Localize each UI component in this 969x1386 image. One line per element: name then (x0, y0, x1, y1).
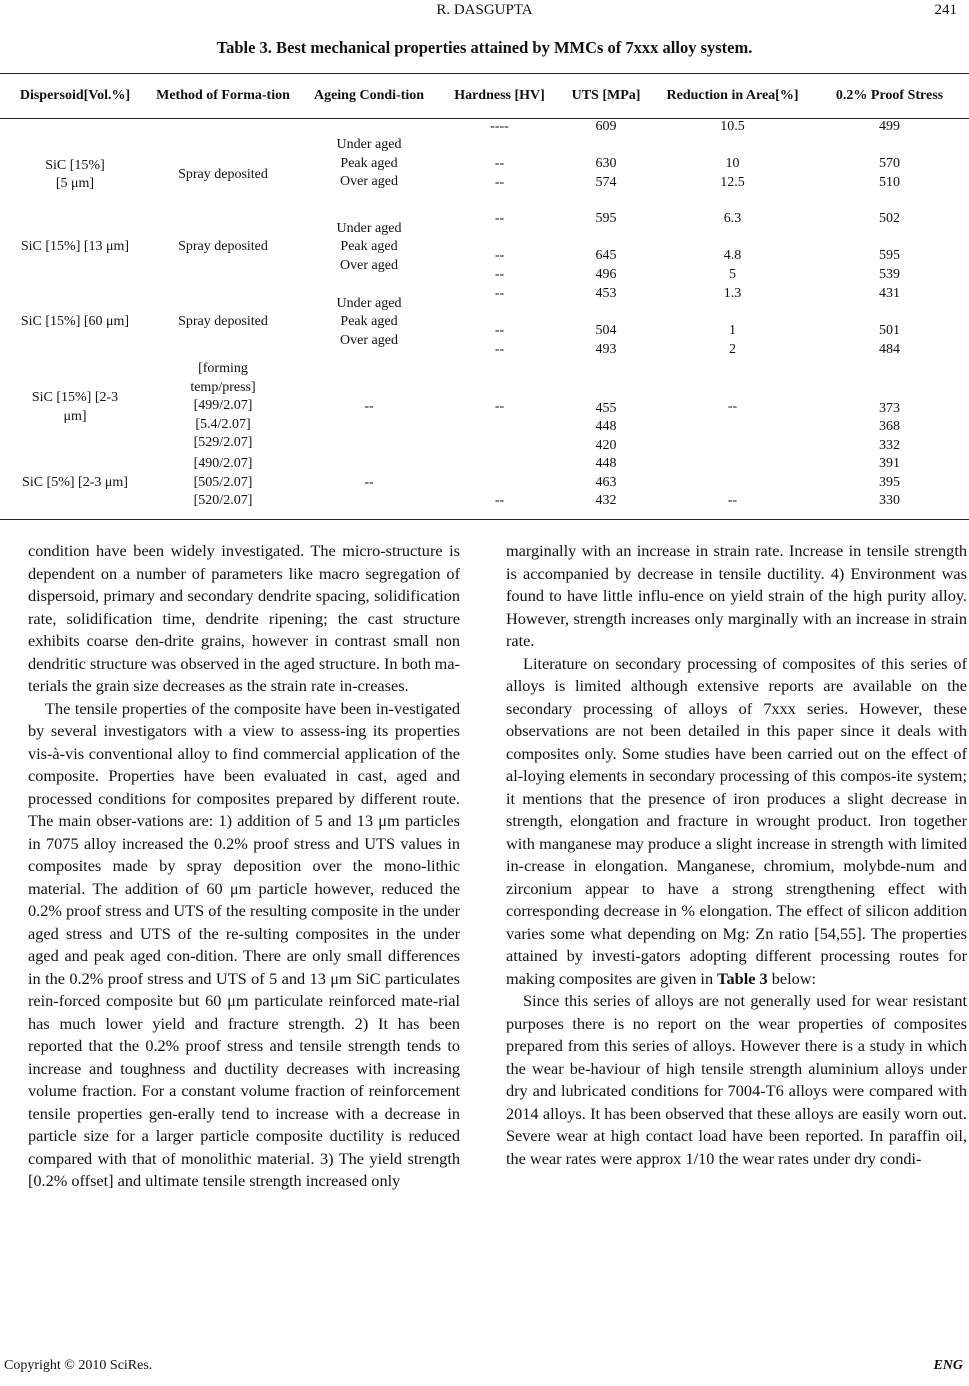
table-cell-line: 5 (729, 266, 736, 282)
table-cell-reduction-area (655, 455, 810, 511)
footer-copyright: Copyright © 2010 SciRes. (4, 1358, 153, 1373)
table-cell-line: 1.3 (723, 286, 742, 301)
table-cell-hardness (442, 210, 557, 285)
table-cell-line: 2 (729, 341, 736, 357)
table-cell-line: 4.8 (723, 248, 742, 263)
table-cell-proof-stress (810, 210, 969, 285)
table-cell-hardness (442, 285, 557, 360)
table-cell-line: 595 (595, 211, 617, 226)
table-cell-line (442, 137, 557, 156)
table-cell-line: [forming (198, 361, 248, 376)
table-cell-dispersoid (0, 285, 150, 360)
table-cell-line: 453 (595, 286, 617, 301)
table-cell-line: [490/2.07] (193, 456, 253, 471)
table-cell-line: -- (494, 493, 505, 508)
table-cell-line (655, 137, 810, 156)
paragraph: Since this series of alloys are not generally used for wear resistant purposes there is no report on the wear properties of composites prepared from this series of alloys. However there is a study in which the wear be-haviour of high tensile strength aluminium alloys under dry and lubricated conditions for 7004-T6 alloys were compared with 2014 alloys. It has been observed that these alloys are easily worn out. Severe wear at high contact load have been reported. In paraffin oil, the wear rates were approx 1/10 the wear rates under dry condi- (506, 991, 967, 1168)
table-cell-line: 448 (595, 419, 617, 434)
table-cell-line: Under aged (336, 137, 402, 153)
table-cell-line: Peak aged (340, 239, 398, 255)
table-cell-line: SiC [15%] [13 μm] (20, 239, 130, 255)
table-cell-reduction-area (655, 360, 810, 455)
table-cell-line: 595 (879, 248, 900, 263)
paragraph (506, 653, 967, 991)
table-cell-line: 499 (879, 119, 900, 134)
table-cell-line: 502 (879, 211, 900, 226)
table-cell-reduction-area (655, 118, 810, 210)
column-header-reduction-area: Reduction in Area[%] (666, 88, 799, 103)
column-header-uts: UTS [MPa] (571, 88, 641, 103)
table-cell-line: -- (494, 399, 505, 415)
table-row (0, 455, 969, 511)
table-cell-line: 463 (595, 474, 617, 490)
footer-journal: ENG (933, 1358, 963, 1373)
table-cell-line: Spray deposited (178, 314, 268, 330)
table-cell-line: -- (727, 493, 738, 508)
table-cell-dispersoid (0, 455, 150, 511)
table-cell-line: Peak aged (340, 314, 398, 330)
table-cell-line: 332 (879, 437, 900, 453)
table-cell-line: 484 (879, 341, 900, 357)
table-cell-line: -- (494, 248, 505, 263)
table-cell-line: 539 (879, 266, 900, 282)
column-header-hardness: Hardness [HV] (454, 88, 545, 103)
table-cell-line (557, 304, 655, 323)
table-cell-line: [499/2.07] (193, 398, 253, 413)
left-column (28, 540, 460, 1193)
running-author: R. DASGUPTA (436, 2, 533, 18)
table-cell-line: 368 (879, 419, 900, 434)
table-cell-line: 12.5 (720, 174, 745, 190)
table-cell-line: -- (727, 399, 738, 415)
table-row (0, 210, 969, 285)
table-header-row (0, 74, 969, 118)
table-cell-method (150, 210, 296, 285)
table-caption: Table 3. Best mechanical properties attained by MMCs of 7xxx alloy system. (216, 38, 753, 57)
table-cell-line: 6.3 (723, 211, 742, 226)
column-header-method: Method of Forma-tion (156, 88, 290, 103)
table-row (0, 360, 969, 455)
table-cell-line: Peak aged (340, 155, 398, 171)
table-cell-line: 1 (729, 323, 736, 338)
table-cell-line: -- (494, 174, 505, 190)
table-cell-line: 455 (595, 400, 617, 416)
column-header-dispersoid: Dispersoid[Vol.%] (19, 88, 131, 103)
table-cell-ageing (296, 285, 442, 360)
table-cell-line: 330 (879, 493, 900, 508)
table-cell-line: 493 (595, 341, 617, 357)
table-cell-line (810, 137, 969, 156)
table-cell-dispersoid (0, 118, 150, 210)
properties-table (0, 74, 969, 511)
table-cell-line (810, 304, 969, 323)
table-reference-link[interactable]: Table 3 (717, 968, 768, 988)
table-cell-line: -- (364, 399, 374, 415)
table-cell-line (655, 229, 810, 248)
table-cell-line: SiC [15%] [60 μm] (20, 314, 130, 330)
table-cell-line (442, 304, 557, 323)
table-cell-line: [5 μm] (55, 176, 95, 191)
table-row (0, 285, 969, 360)
table-cell-line: 570 (879, 156, 900, 171)
table-cell-line: 373 (879, 400, 900, 416)
table-cell-line: [505/2.07] (193, 474, 253, 490)
right-column (506, 540, 967, 1170)
table-cell-line: SiC [5%] [2-3 μm] (22, 474, 128, 490)
column-header-proof-stress: 0.2% Proof Stress (835, 88, 944, 103)
table-cell-uts (557, 118, 655, 210)
table-cell-line: 630 (595, 156, 617, 171)
table-cell-line: 432 (595, 493, 617, 508)
table-cell-line: Spray deposited (178, 166, 268, 182)
table-cell-line: 496 (595, 266, 617, 282)
table-cell-proof-stress (810, 455, 969, 511)
table-cell-method (150, 455, 296, 511)
table-cell-uts (557, 210, 655, 285)
table-cell-reduction-area (655, 210, 810, 285)
table-cell-line: Over aged (340, 174, 398, 190)
table-cell-line: Under aged (336, 220, 402, 236)
table-cell-proof-stress (810, 285, 969, 360)
table-cell-line: Spray deposited (178, 239, 268, 255)
table-cell-line: -- (494, 211, 505, 226)
table-cell-line: 10.5 (720, 119, 745, 134)
table-cell-line: Over aged (340, 257, 398, 273)
page-number: 241 (934, 2, 957, 18)
table-cell-ageing (296, 455, 442, 511)
table-cell-line: SiC [15%] [2-3 (31, 390, 119, 405)
table-cell-proof-stress (810, 118, 969, 210)
paragraph: marginally with an increase in strain rate. Increase in tensile strength is accompanied by decrease in tensile ductility. 4) Environment was found to have little influ-ence on yield strain of the high purity alloy. However, strength increases only marginally with an increase in strain rate. (506, 541, 967, 650)
table-cell-dispersoid (0, 210, 150, 285)
running-head (0, 2, 969, 22)
table-cell-uts (557, 285, 655, 360)
table-cell-line: [5.4/2.07] (195, 416, 251, 432)
table-cell-line: 420 (595, 437, 617, 453)
table-cell-ageing (296, 210, 442, 285)
table-cell-ageing (296, 360, 442, 455)
table-cell-line: 504 (595, 323, 617, 338)
paragraph-text: below: (767, 968, 817, 988)
table-cell-method (150, 285, 296, 360)
table-row (0, 118, 969, 210)
table-cell-line: temp/press] (190, 379, 256, 395)
table-cell-line: μm] (63, 408, 87, 424)
table-cell-line: 501 (879, 323, 900, 338)
table-cell-hardness (442, 455, 557, 511)
table-cell-line: ---- (490, 119, 509, 134)
table-cell-line: [529/2.07] (193, 435, 253, 450)
table-cell-line: 10 (725, 156, 740, 171)
table-cell-line: 431 (879, 286, 900, 301)
table-cell-uts (557, 455, 655, 511)
table-cell-line: 391 (879, 456, 900, 471)
table-cell-line: 609 (595, 119, 617, 134)
table-cell-line (557, 229, 655, 248)
table-cell-hardness (442, 360, 557, 455)
table-cell-line: -- (494, 286, 505, 301)
table-cell-line: 448 (595, 456, 617, 471)
paragraph-text: Literature on secondary processing of composites of this series of alloys is limited although extensive reports are available on the secondary processing of alloys of 7xxx series. However, these observations are not been detailed in this paper since it deals with composites only. Some studies have been carried out on the effect of al-loying elements in secondary processing of this compos-ite system; it mentions that the presence of iron produces a slight decrease in strength, elongation and fracture in wrought product. Iron together with manganese may produce a slight increase in strength with limited in-crease in elongation. Manganese, chromium, molybde-num and zirconium appear to have a strong strengthening effect with corresponding decrease in % elongation. The effect of silicon addition varies some what depending on Mg: Zn ratio [54,55]. The properties attained by investi-gators adopting different processing routes for making composites are given in (506, 653, 967, 988)
table-cell-line (557, 137, 655, 156)
table-cell-line: 395 (879, 474, 900, 490)
table-cell-reduction-area (655, 285, 810, 360)
table-cell-line: Under aged (336, 295, 402, 311)
table-cell-line: SiC [15%] (45, 157, 105, 173)
table-cell-method (150, 118, 296, 210)
table-cell-line: -- (494, 341, 505, 357)
table-cell-line: 574 (595, 174, 617, 190)
table-cell-line: 645 (595, 248, 617, 263)
table-cell-line (655, 304, 810, 323)
table-cell-proof-stress (810, 360, 969, 455)
table-cell-line: -- (494, 156, 505, 171)
table-cell-line: 510 (879, 174, 900, 190)
column-header-ageing: Ageing Condi-tion (313, 88, 425, 103)
table-cell-ageing (296, 118, 442, 210)
paragraph: condition have been widely investigated. The micro-structure is dependent on a number of parameters like macro segregation of dispersoid, primary and secondary dendrite spacing, solidification rate, solidification time, dendrite ripening; the cast structure exhibits coarse den-drite grains, however in contrast small non dendritic structure was observed in the aged structure. In both ma-terials the grain size decreases as the strain rate in-creases. (28, 541, 460, 695)
table-cell-method (150, 360, 296, 455)
table-cell-line: -- (364, 474, 374, 490)
table-cell-line (442, 229, 557, 248)
table-cell-hardness (442, 118, 557, 210)
table-cell-dispersoid (0, 360, 150, 455)
paragraph: The tensile properties of the composite have been in-vestigated by several investigators with a view to assess-ing its properties vis-à-vis conventional alloy to find commercial application of the composite. Properties have been evaluated in cast, aged and processed conditions for composites prepared by different route. The main obser-vations are: 1) addition of 5 and 13 μm particles in 7075 alloy increased the 0.2% proof stress and UTS values in composites made by spray deposition over the mono-lithic material. The addition of 60 μm particle however, reduced the 0.2% proof stress and UTS of the resulting composite in the under aged stress and UTS of the re-sulting composites in the under aged and peak aged con-dition. There are only small differences in the 0.2% proof stress and UTS of 5 and 13 μm SiC particulates rein-forced composite but 60 μm particulate reinforced mate-rial has much lower yield and fracture strength. 2) It has been reported that the 0.2% proof stress and tensile strength tends to increase and toughness and ductility decreases with increasing volume fraction. For a constant volume fraction of reinforcement tensile properties gen-erally tend to increase with a decrease in particle size for a larger particle composite ductility is reduced compared with that of monolithic material. 3) The yield strength [0.2% offset] and ultimate tensile strength increased only (28, 698, 460, 1190)
table-bottom-rule (0, 519, 969, 520)
table-cell-line: [520/2.07] (193, 493, 253, 508)
table-cell-uts (557, 360, 655, 455)
table-cell-line: -- (494, 266, 505, 282)
table-cell-line (810, 229, 969, 248)
table-cell-line: Over aged (340, 332, 398, 348)
table-cell-line: -- (494, 323, 505, 338)
